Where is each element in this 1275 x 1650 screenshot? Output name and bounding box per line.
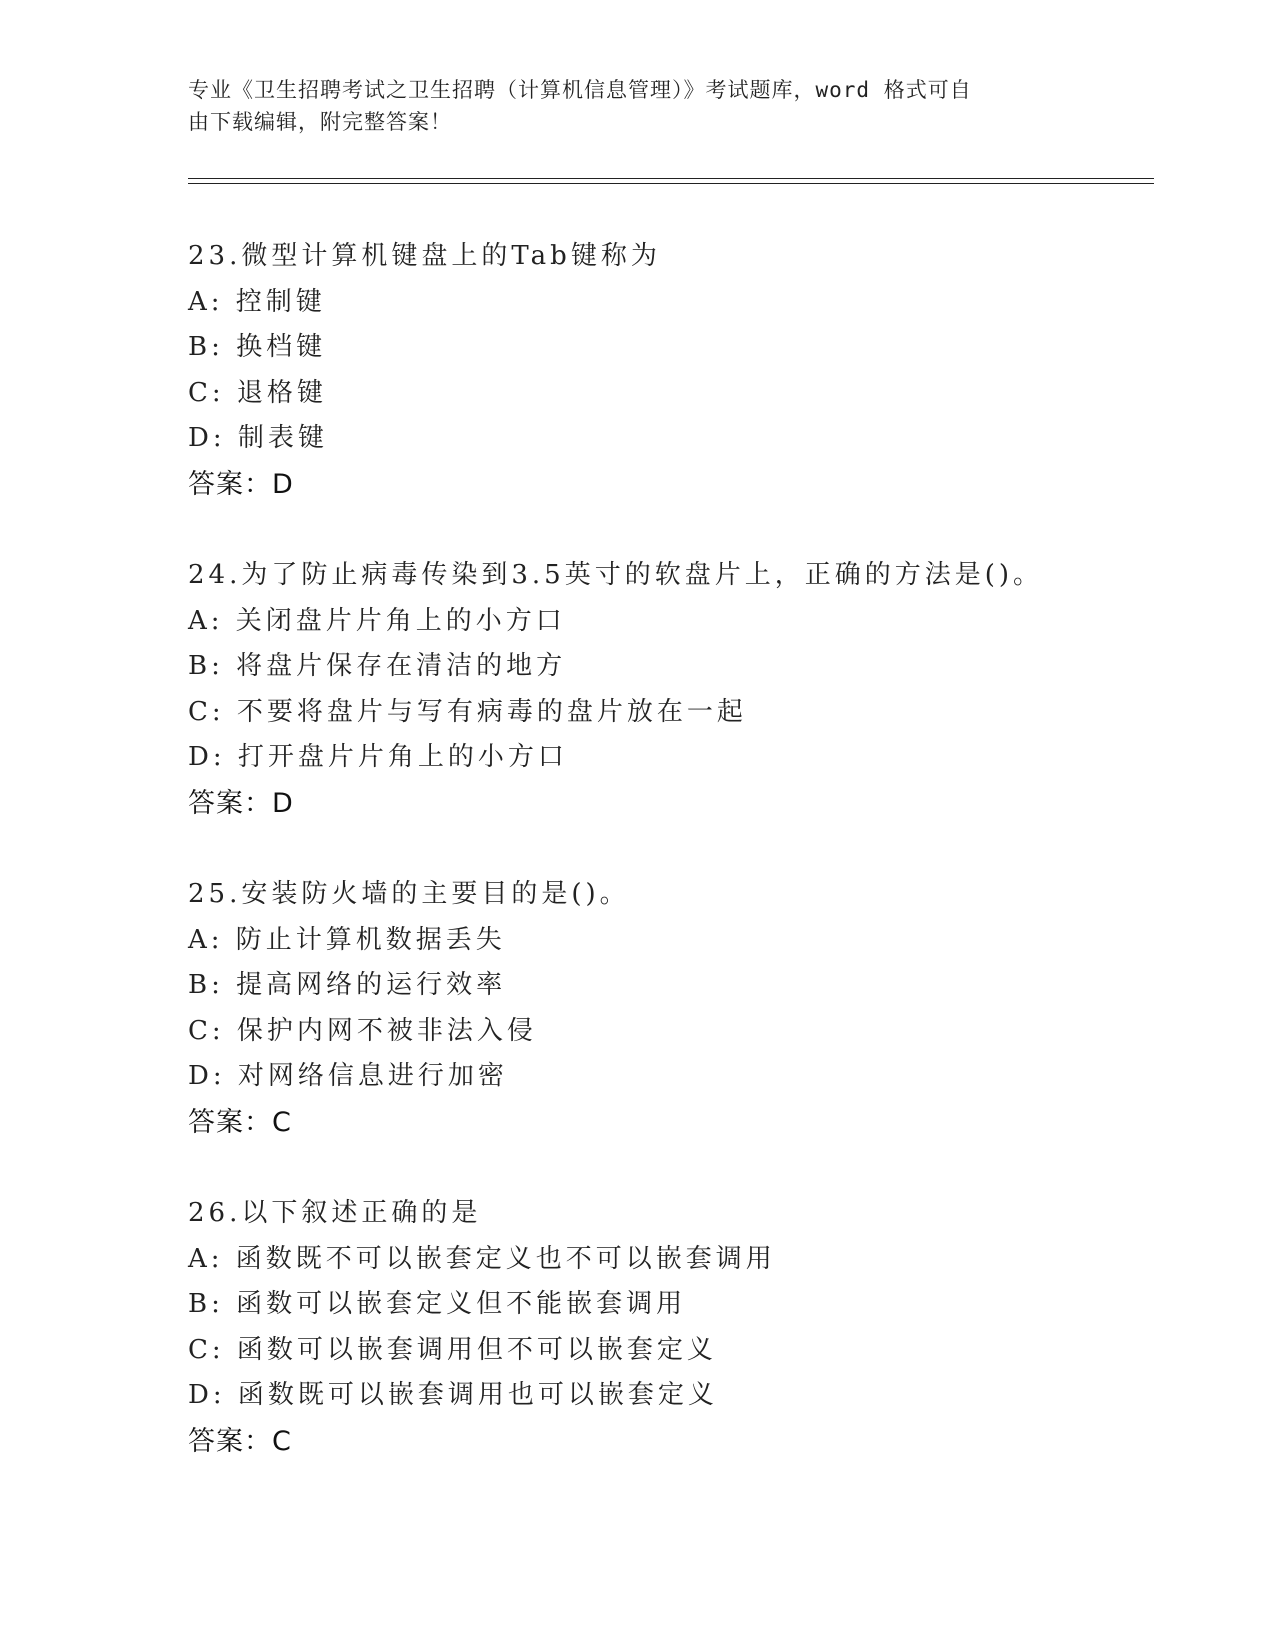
option-d: D: 制表键	[188, 423, 328, 453]
question-25	[188, 872, 1148, 1145]
option-d: D: 对网络信息进行加密	[188, 1061, 508, 1091]
option-b: B: 提高网络的运行效率	[188, 970, 507, 1000]
option-c: C: 不要将盘片与写有病毒的盘片放在一起	[188, 696, 747, 727]
option-a: A: 关闭盘片片角上的小方口	[188, 605, 566, 636]
document-header	[188, 74, 1068, 138]
header-line-1: 专业《卫生招聘考试之卫生招聘（计算机信息管理）》考试题库，word 格式可自	[188, 78, 972, 102]
option-c: C: 保护内网不被非法入侵	[188, 1015, 537, 1046]
header-divider-top	[188, 178, 1154, 179]
header-line-2: 由下载编辑，附完整答案！	[188, 110, 452, 134]
option-c: C: 函数可以嵌套调用但不可以嵌套定义	[188, 1334, 717, 1365]
header-divider-bottom	[188, 183, 1154, 184]
option-b: B: 换档键	[188, 332, 327, 362]
question-23	[188, 234, 1148, 507]
option-b: B: 将盘片保存在清洁的地方	[188, 651, 567, 681]
question-24	[188, 553, 1148, 826]
answer-line: 答案：D	[188, 787, 294, 819]
option-a: A: 控制键	[188, 286, 326, 317]
option-c: C: 退格键	[188, 377, 327, 408]
option-a: A: 函数既不可以嵌套定义也不可以嵌套调用	[188, 1243, 776, 1274]
question-stem: 24.为了防止病毒传染到3.5英寸的软盘片上，正确的方法是()。	[188, 560, 1043, 590]
question-26	[188, 1191, 1148, 1464]
question-stem: 23.微型计算机键盘上的Tab键称为	[188, 241, 661, 271]
option-a: A: 防止计算机数据丢失	[188, 924, 506, 955]
answer-line: 答案：C	[188, 1106, 292, 1138]
option-d: D: 打开盘片片角上的小方口	[188, 742, 568, 772]
option-d: D: 函数既可以嵌套调用也可以嵌套定义	[188, 1380, 718, 1410]
question-stem: 26.以下叙述正确的是	[188, 1198, 482, 1228]
option-b: B: 函数可以嵌套定义但不能嵌套调用	[188, 1289, 687, 1319]
answer-line: 答案：D	[188, 468, 294, 500]
answer-line: 答案：C	[188, 1425, 292, 1457]
question-stem: 25.安装防火墙的主要目的是()。	[188, 879, 630, 909]
